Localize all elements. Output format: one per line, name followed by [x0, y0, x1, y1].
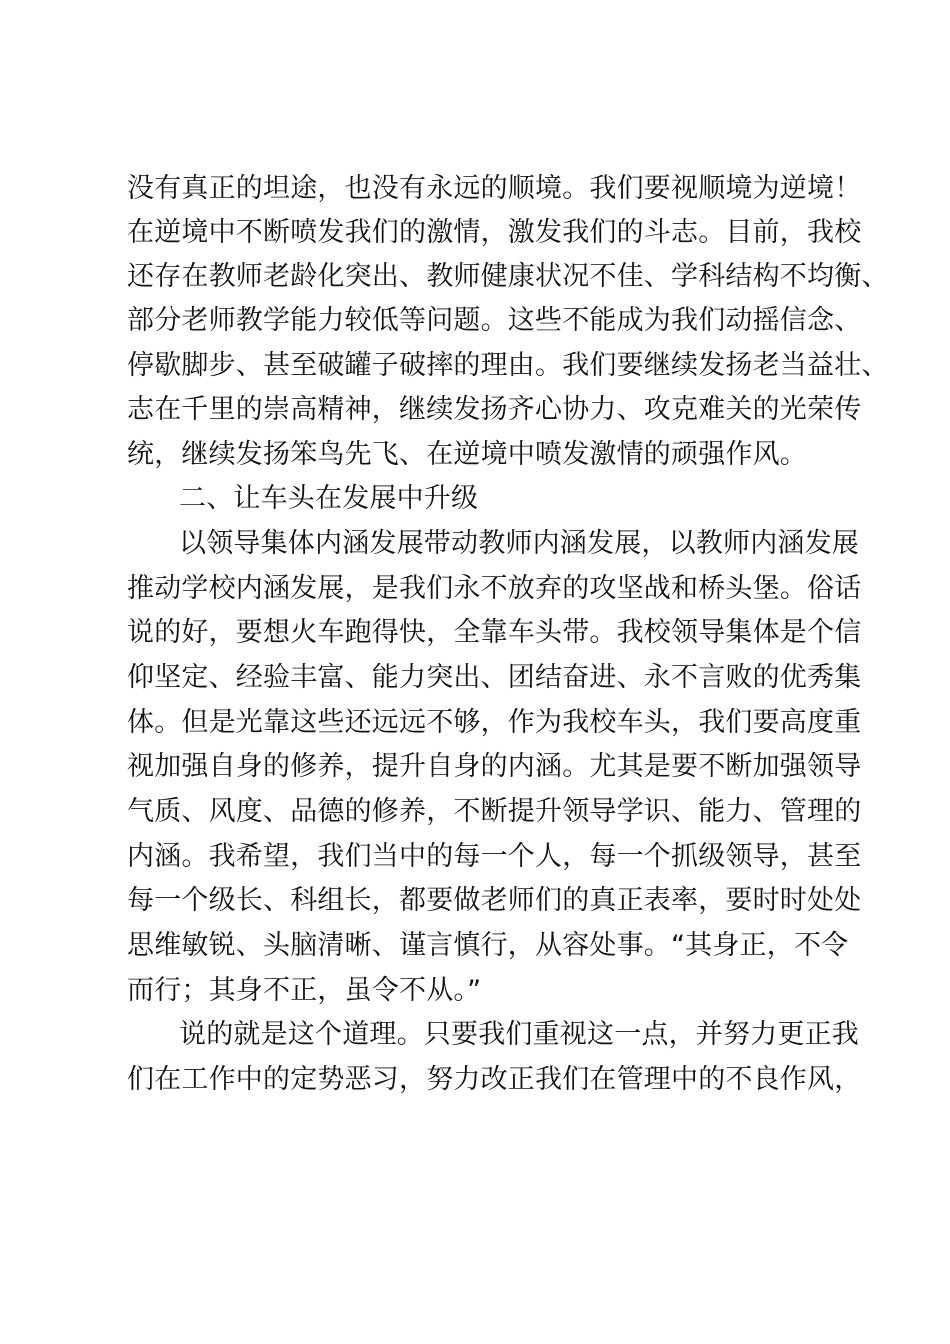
paragraph-line: 还存在教师老龄化突出、教师健康状况不佳、学科结构不均衡、 — [127, 261, 889, 292]
paragraph-line: 思维敏锐、头脑清晰、谨言慎行，从容处事。“其身正，不令 — [127, 930, 849, 961]
paragraph-line: 体。但是光靠这些还远远不够，作为我校车头，我们要高度重 — [127, 707, 862, 738]
paragraph-line: 志在千里的崇高精神，继续发扬齐心协力、攻克难关的光荣传 — [127, 394, 862, 425]
paragraph-line: 说的就是这个道理。只要我们重视这一点，并努力更正我 — [179, 1019, 859, 1050]
paragraph-line: 在逆境中不断喷发我们的激情，激发我们的斗志。目前，我校 — [127, 217, 862, 248]
paragraph-line: 视加强自身的修养，提升自身的内涵。尤其是要不断加强领导 — [127, 751, 862, 782]
paragraph-line: 内涵。我希望，我们当中的每一个人，每一个抓级领导，甚至 — [127, 841, 862, 872]
paragraph-line: 统，继续发扬笨鸟先飞、在逆境中喷发激情的顽强作风。 — [127, 439, 807, 470]
paragraph-line: 们在工作中的定势恶习，努力改正我们在管理中的不良作风， — [127, 1064, 862, 1095]
section-heading: 二、让车头在发展中升级 — [179, 483, 479, 514]
paragraph-line: 停歇脚步、甚至破罐子破摔的理由。我们要继续发扬老当益壮、 — [127, 350, 889, 381]
paragraph-line: 部分老师教学能力较低等问题。这些不能成为我们动摇信念、 — [127, 305, 862, 336]
paragraph-line: 仰坚定、经验丰富、能力突出、团结奋进、永不言败的优秀集 — [127, 662, 862, 693]
paragraph-line: 而行；其身不正，虽令不从。” — [127, 975, 482, 1006]
paragraph-line: 每一个级长、科组长，都要做老师们的真正表率，要时时处处 — [127, 885, 862, 916]
paragraph-line: 说的好，要想火车跑得快，全靠车头带。我校领导集体是个信 — [127, 617, 862, 648]
paragraph-line: 没有真正的坦途，也没有永远的顺境。我们要视顺境为逆境！ — [127, 173, 862, 204]
paragraph-line: 气质、风度、品德的修养，不断提升领导学识、能力、管理的 — [127, 796, 862, 827]
paragraph-line: 以领导集体内涵发展带动教师内涵发展，以教师内涵发展 — [179, 528, 859, 559]
paragraph-line: 推动学校内涵发展，是我们永不放弃的攻坚战和桥头堡。俗话 — [127, 573, 862, 604]
